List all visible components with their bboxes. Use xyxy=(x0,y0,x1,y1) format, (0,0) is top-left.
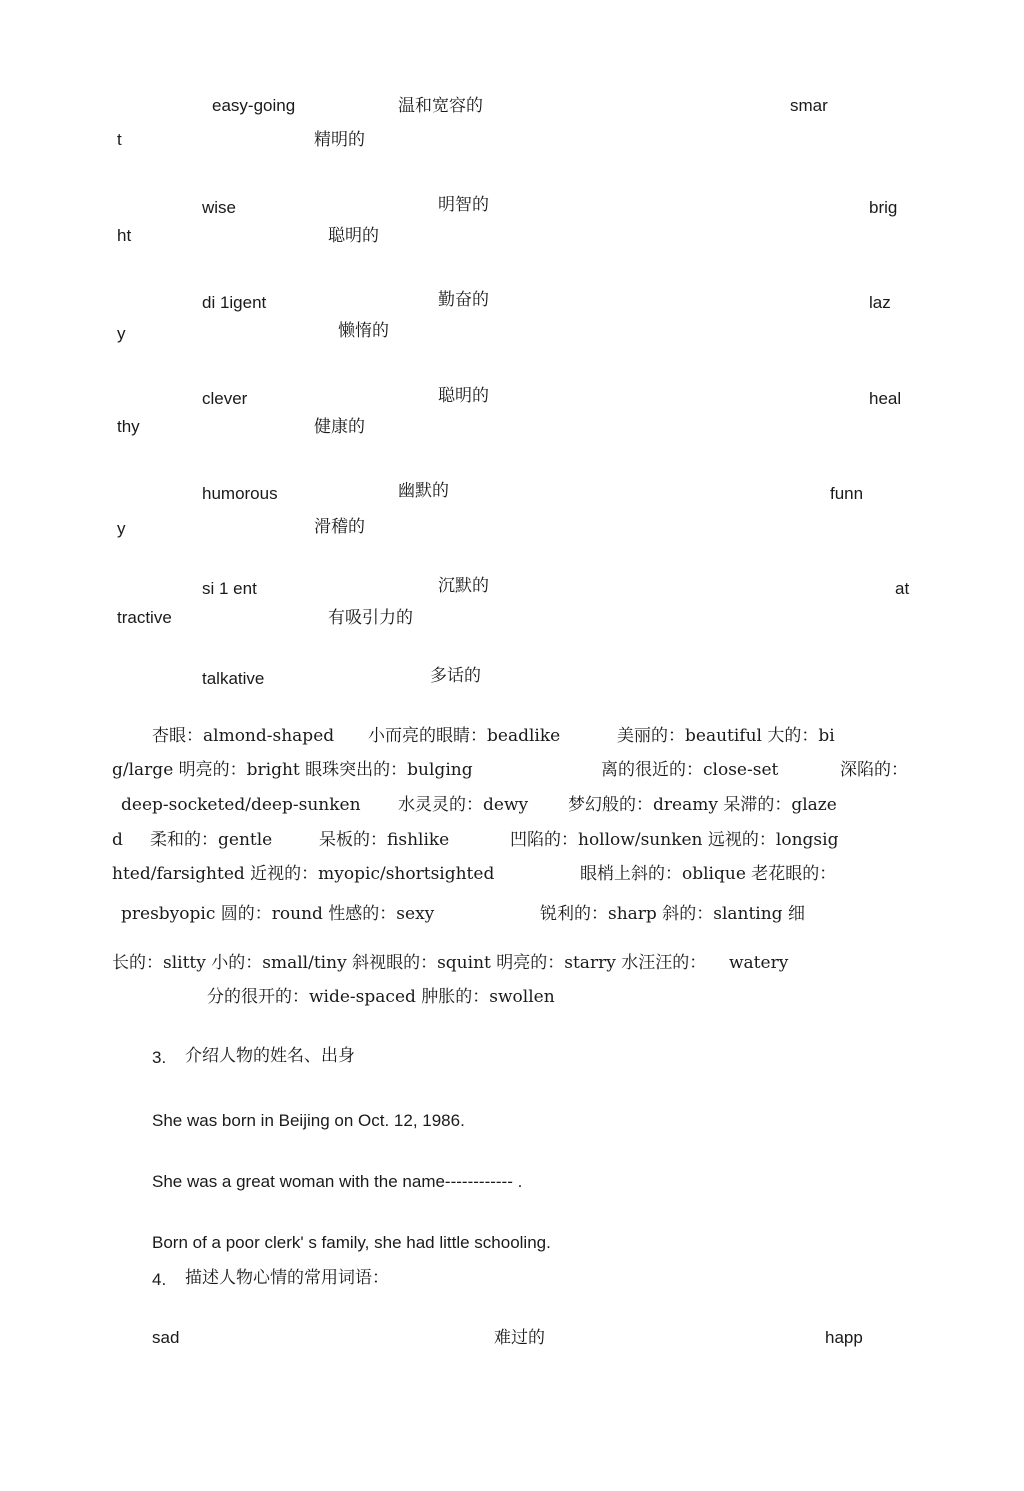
vocab-word: at xyxy=(895,579,910,598)
example-sentence: She was born in Beijing on Oct. 12, 1986. xyxy=(152,1111,465,1130)
vocab-word: ht xyxy=(117,226,132,245)
section-number: 3. xyxy=(152,1048,167,1067)
eyes-term: 深陷的： xyxy=(840,760,908,780)
vocab-meaning: 明智的 xyxy=(438,195,489,215)
vocab-meaning: 幽默的 xyxy=(398,481,449,501)
vocab-meaning: 聪明的 xyxy=(328,226,379,246)
vocab-word: thy xyxy=(117,417,140,436)
eyes-term: 杏眼：almond-shaped xyxy=(152,726,335,746)
eyes-term: watery xyxy=(729,953,789,973)
vocab-word: clever xyxy=(202,389,248,408)
eyes-term: 锐利的：sharp 斜的：slanting 细 xyxy=(540,904,805,924)
vocab-word: easy-going xyxy=(212,96,296,115)
vocab-meaning: 聪明的 xyxy=(438,386,489,406)
eyes-term: 眼梢上斜的：oblique 老花眼的： xyxy=(580,864,837,884)
section-heading: 介绍人物的姓名、出身 xyxy=(185,1046,355,1066)
eyes-term: 小而亮的眼睛：beadlike xyxy=(368,726,561,746)
vocab-word: t xyxy=(117,130,122,149)
vocab-word: funn xyxy=(830,484,864,503)
vocab-meaning: 温和宽容的 xyxy=(398,96,483,116)
eyes-term: presbyopic 圆的：round 性感的：sexy xyxy=(121,904,435,924)
vocab-meaning: 沉默的 xyxy=(438,576,489,596)
vocab-meaning: 勤奋的 xyxy=(438,290,489,310)
example-sentence: Born of a poor clerk' s family, she had little schooling. xyxy=(152,1233,551,1252)
eyes-term: 长的：slitty 小的：small/tiny 斜视眼的：squint 明亮的：starry 水汪汪的： xyxy=(112,953,707,973)
eyes-term: d xyxy=(112,830,123,850)
section-heading: 描述人物心情的常用词语： xyxy=(185,1268,389,1288)
vocab-word: sad xyxy=(152,1328,180,1347)
vocab-word: y xyxy=(117,324,126,343)
eyes-term: 美丽的：beautiful 大的：bi xyxy=(617,726,835,746)
vocab-word: tractive xyxy=(117,608,172,627)
vocab-word: laz xyxy=(869,293,891,312)
eyes-term: g/large 明亮的：bright 眼珠突出的：bulging xyxy=(112,760,473,780)
vocab-word: smar xyxy=(790,96,828,115)
vocab-word: di 1igent xyxy=(202,293,267,312)
vocab-word: talkative xyxy=(202,669,265,688)
eyes-term: 水灵灵的：dewy xyxy=(398,795,529,815)
vocab-meaning: 滑稽的 xyxy=(314,517,365,537)
vocab-word: si 1 ent xyxy=(202,579,257,598)
eyes-term: 呆板的：fishlike xyxy=(319,830,450,850)
vocab-word: y xyxy=(117,519,126,538)
eyes-term: 凹陷的：hollow/sunken 远视的：longsig xyxy=(510,830,839,850)
vocab-meaning: 懒惰的 xyxy=(338,321,389,341)
eyes-term: 离的很近的：close-set xyxy=(601,760,779,780)
section-number: 4. xyxy=(152,1270,167,1289)
vocab-meaning: 健康的 xyxy=(314,417,365,437)
eyes-term: 分的很开的：wide-spaced 肿胀的：swollen xyxy=(207,987,555,1007)
eyes-term: hted/farsighted 近视的：myopic/shortsighted xyxy=(112,864,495,884)
example-sentence: She was a great woman with the name------------ . xyxy=(152,1172,523,1191)
vocab-word: happ xyxy=(825,1328,863,1347)
vocab-meaning: 难过的 xyxy=(494,1328,545,1348)
vocab-word: humorous xyxy=(202,484,278,503)
vocab-word: wise xyxy=(202,198,237,217)
vocab-word: heal xyxy=(869,389,902,408)
vocab-word: brig xyxy=(869,198,898,217)
eyes-term: 梦幻般的：dreamy 呆滞的：glaze xyxy=(568,795,837,815)
eyes-term: deep-socketed/deep-sunken xyxy=(121,795,361,815)
vocab-meaning: 多话的 xyxy=(430,666,481,686)
eyes-term: 柔和的：gentle xyxy=(150,830,273,850)
vocab-meaning: 有吸引力的 xyxy=(328,608,413,628)
vocab-meaning: 精明的 xyxy=(314,130,365,150)
